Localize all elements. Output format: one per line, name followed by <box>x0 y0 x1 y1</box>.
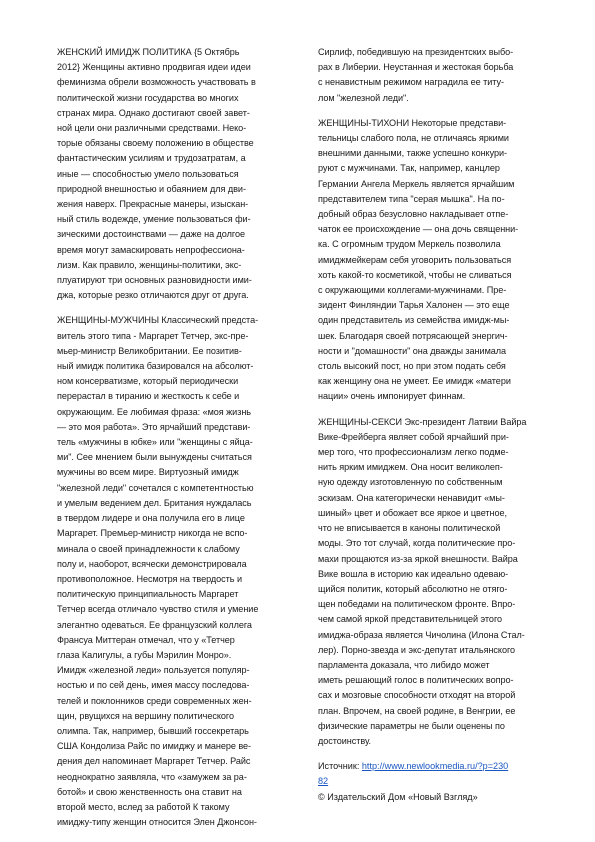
source-line <box>318 759 552 789</box>
continuation-paragraph: Сирлиф, победившую на президентских выбо- рах в Либерии. Неустанная и жестокая борьба с ненавистным режимом наградила ее титу- лом "железной леди". <box>318 47 514 103</box>
quiet-women-paragraph: ЖЕНЩИНЫ-ТИХОНИ Некоторые представи- тельницы слабого пола, не отличаясь яркими внешними данными, также успешно конкури- руют с мужчинами. Так, например, канцлер Германии Ангела Меркель является ярчайшим представителем типа "серая мышка". На по- добный образ безусловно накладывает отпе- чаток ее происхождение — она дочь священни- ка. С огромным трудом Меркель позволила имиджмейкерам себя уговорить пользоваться хоть какой-то косметикой, чтобы не сливаться с окружающими коллегами-мужчинами. Пре- зидент Финляндии Тарья Халонен — это еще один представитель из семейства имидж-мы- шек. Благодаря своей потрясающей энергич- ности и "домашности" она дважды занимала столь высокий пост, но при этом подать себя как женщину она не умеет. Ее имидж «матери нации» очень импонирует финнам. <box>318 117 519 402</box>
left-column <box>57 45 295 840</box>
copyright-notice: © Издательский Дом «Новый Взгляд» <box>318 791 478 802</box>
right-column <box>318 45 552 805</box>
sexy-women-paragraph: ЖЕНЩИНЫ-СЕКСИ Экс-президент Латвии Вайра Вике-Фрейберга являет собой ярчайший при- мер того, что профессионализм легко подме- нить ярким имиджем. Она носит великолеп- ную одежду изготовленную по собственным эскизам. Она категорически ненавидит «мы- шиный» цвет и обожает все яркое и цветное, что не вписывается в каноны политической моды. Это тот случай, когда политические про- махи прощаются из-за яркой внешности. Вайра Вике вошла в историю как идеально одеваю- щийся политик, который абсолютно не отяго- щен победами на политическом фронте. Впро- чем самой яркой представительницей этого имиджа-образа является Чичолина (Илона Стал- лер). Порно-звезда и экс-депутат итальянского парламента доказала, что либидо может иметь решающий голос в политических вопро- сах и мозговые способности отходят на второй план. Впрочем, на своей родине, в Венгрии, ее физические параметры не были оценены по достоинству. <box>318 416 527 746</box>
intro-paragraph: ЖЕНСКИЙ ИМИДЖ ПОЛИТИКА {5 Октябрь 2012} Женщины активно продвигая идеи идеи феминизма обрели возможность участвовать в политической жизни государства во многих странах мира. Однако достигают своей завет- ной цели они различными средствами. Неко- торые обязаны своему положению в обществе фантастическим усилиям и трудозатратам, а иные — способностью умело пользоваться природной внешностью и обаянием для дви- жения наверх. Прекрасные манеры, изыскан- ный стиль вoдежде, умение пользоваться фи- зическими достоинствами — даже на долгое время могут замаскировать непрофессиона- лизм. Как правило, женщины-политики, экс- плуатируют три основных разновидности ими- джа, которые резко отличаются друг от друга. <box>57 47 256 301</box>
men-women-paragraph: ЖЕНЩИНЫ-МУЖЧИНЫ Классический предста- витель этого типа - Маргарет Тетчер, экс-пре- мьер-министр Великобритании. Ее позитив- ный имидж политика базировался на абсолют- ном консерватизме, который периодически перерастал в тиранию и жесткость к себе и окружающим. Ее любимая фраза: «моя жизнь — это моя работа». Это ярчайший представи- тель «мужчины в юбке» или "женщины с яйца- ми". Сее мнением были вынуждены считаться мужчины во всем мире. Виртуозный имидж "железной леди" сочетался с компетентностью и умелым ведением дел. Британия нуждалась в твердом лидере и она получила его в лице Маргарет. Премьер-министр никогда не вспо- минала о своей принадлежности к слабому полу и, наоборот, всячески демонстрировала противоположное. Несмотря на твердость и политическую принципиальность Маргарет Тетчер всегда отличало чувство стиля и умение элегантно одеваться. Ее французский коллега Франсуа Миттеран отмечал, что у «Тетчер глаза Калигулы, а губы Мэрилин Монро». Имидж «железной леди» пользуется популяр- ностью и по сей день, имея массу последова- телей и поклонников среди современных жен- щин, рвущихся на вершину политического олимпа. Так, например, бывший госсекретарь США Кондолиза Райс по имиджу и манере ве- дения дел напоминает Маргарет Тетчер. Райс неоднократно заявляла, что «замужем за ра- ботой» и свою женственность она ставит на второй место, вслед за работой К такому имиджу-типу женщин относится Элен Джонсон- <box>57 315 259 828</box>
source-link[interactable]: http://www.newlookmedia.ru/?p=230 82 <box>318 761 509 787</box>
source-label: Источник: <box>318 761 362 772</box>
